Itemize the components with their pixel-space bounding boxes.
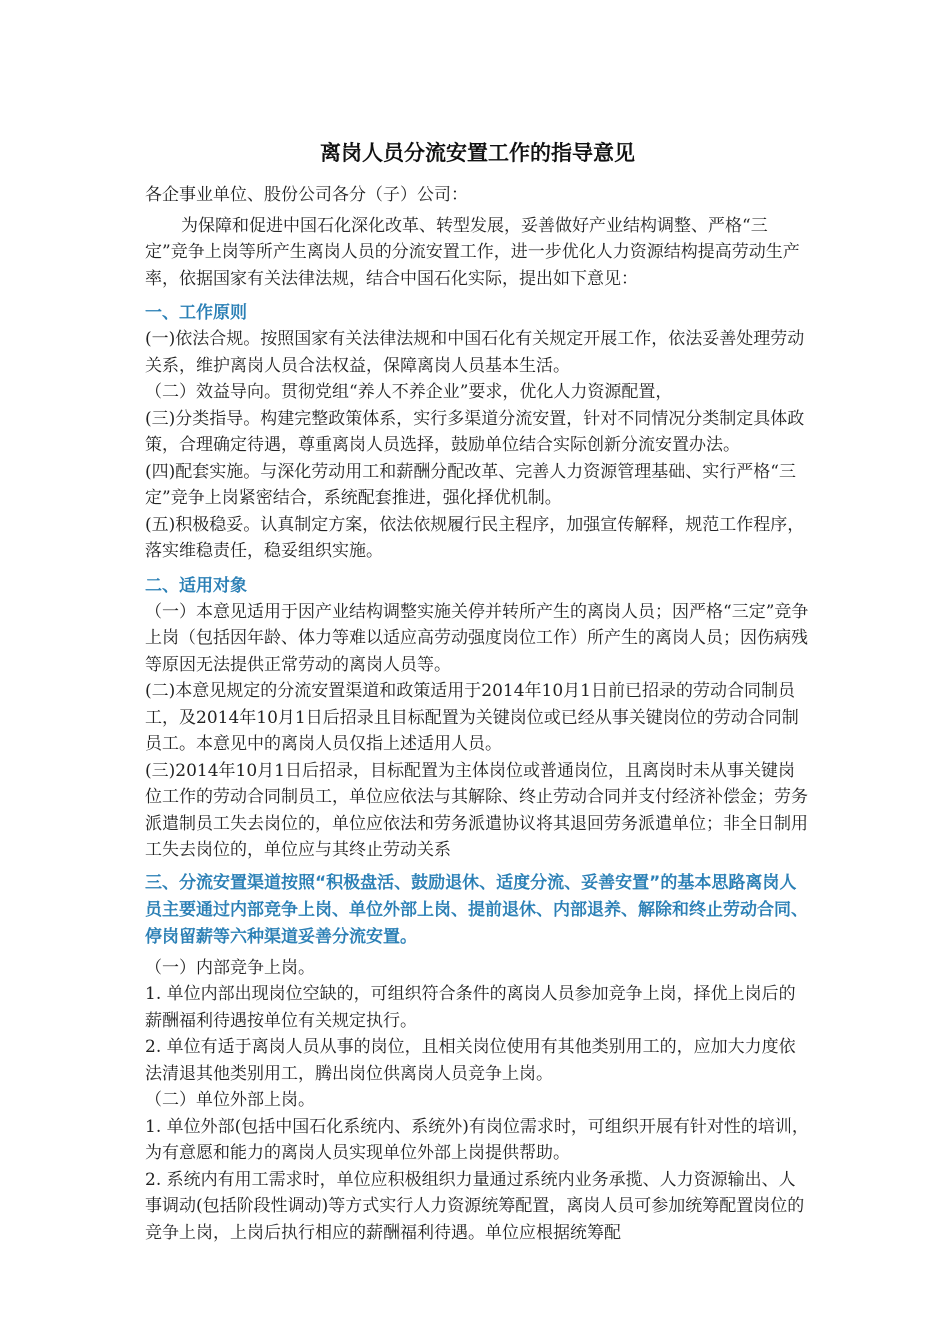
principle-item: (三)分类指导。构建完整政策体系，实行多渠道分流安置，针对不同情况分类制定具体政策，合理确定待遇，尊重离岗人员选择，鼓励单位结合实际创新分流安置办法。 [145, 408, 805, 455]
scope-item: (三)2014年10月1日后招录，目标配置为主体岗位或普通岗位，且离岗时未从事关键岗位工作的劳动合同制员工，单位应依法与其解除、终止劳动合同并支付经济补偿金；劳务派遣制员工失去岗位的，单位应依法和劳务派遣协议将其退回劳务派遣单位；非全日制用工失去岗位的，单位应与其终止劳动关系 [145, 760, 808, 860]
channel-item: 1. 单位外部(包括中国石化系统内、系统外)有岗位需求时，可组织开展有针对性的培训，为有意愿和能力的离岗人员实现单位外部上岗提供帮助。 [145, 1116, 809, 1163]
document-page [145, 138, 810, 1246]
scope-item: （一）本意见适用于因产业结构调整实施关停并转所产生的离岗人员；因严格“三定”竞争上岗（包括因年龄、体力等难以适应高劳动强度岗位工作）所产生的离岗人员；因伤病残等原因无法提供正常劳动的离岗人员等。 [145, 601, 809, 675]
principle-item: (五)积极稳妥。认真制定方案，依法依规履行民主程序，加强宣传解释，规范工作程序，落实维稳责任，稳妥组织实施。 [145, 514, 805, 561]
channel-item: 1. 单位内部出现岗位空缺的，可组织符合条件的离岗人员参加竞争上岗，择优上岗后的薪酬福利待遇按单位有关规定执行。 [145, 984, 796, 1031]
salutation: 各企事业单位、股份公司各分（子）公司： [145, 185, 468, 205]
scope-item: (二)本意见规定的分流安置渠道和政策适用于2014年10月1日前已招录的劳动合同制员工，及2014年10月1日后招录且目标配置为关键岗位或已经从事关键岗位的劳动合同制员工。本意见中的离岗人员仅指上述适用人员。 [145, 681, 799, 754]
principle-item: （二）效益导向。贯彻党组“养人不养企业”要求，优化人力资源配置， [145, 382, 673, 402]
section-heading-scope: 二、适用对象 [145, 575, 247, 596]
section-heading-principles: 一、工作原则 [145, 303, 247, 323]
channel-item: 2. 单位有适于离岗人员从事的岗位，且相关岗位使用有其他类别用工的，应加大力度依法清退其他类别用工，腾出岗位供离岗人员竞争上岗。 [145, 1037, 796, 1084]
channel-item: （一）内部竞争上岗。 [145, 957, 315, 978]
channel-item: 2. 系统内有用工需求时，单位应积极组织力量通过系统内业务承揽、人力资源输出、人事调动(包括阶段性调动)等方式实行人力资源统筹配置，离岗人员可参加统筹配置岗位的竞争上岗，上岗后执行相应的薪酬福利待遇。单位应根据统筹配 [145, 1169, 805, 1243]
section-heading-channels: 三、分流安置渠道按照“积极盘活、鼓励退休、适度分流、妥善安置”的基本思路离岗人员主要通过内部竞争上岗、单位外部上岗、提前退休、内部退养、解除和终止劳动合同、停岗留薪等六种渠道妥善分流安置。 [145, 872, 808, 947]
principle-item: (四)配套实施。与深化劳动用工和薪酬分配改革、完善人力资源管理基础、实行严格“三定”竞争上岗紧密结合，系统配套推进，强化择优机制。 [145, 461, 796, 508]
principle-item: (一)依法合规。按照国家有关法律法规和中国石化有关规定开展工作，依法妥善处理劳动关系，维护离岗人员合法权益，保障离岗人员基本生活。 [145, 329, 805, 376]
channel-item: （二）单位外部上岗。 [145, 1090, 315, 1110]
document-title: 离岗人员分流安置工作的指导意见 [320, 140, 635, 165]
intro-paragraph: 为保障和促进中国石化深化改革、转型发展，妥善做好产业结构调整、严格“三定”竞争上岗等所产生离岗人员的分流安置工作，进一步优化人力资源结构提高劳动生产率，依据国家有关法律法规，结合中国石化实际，提出如下意见： [145, 215, 800, 289]
